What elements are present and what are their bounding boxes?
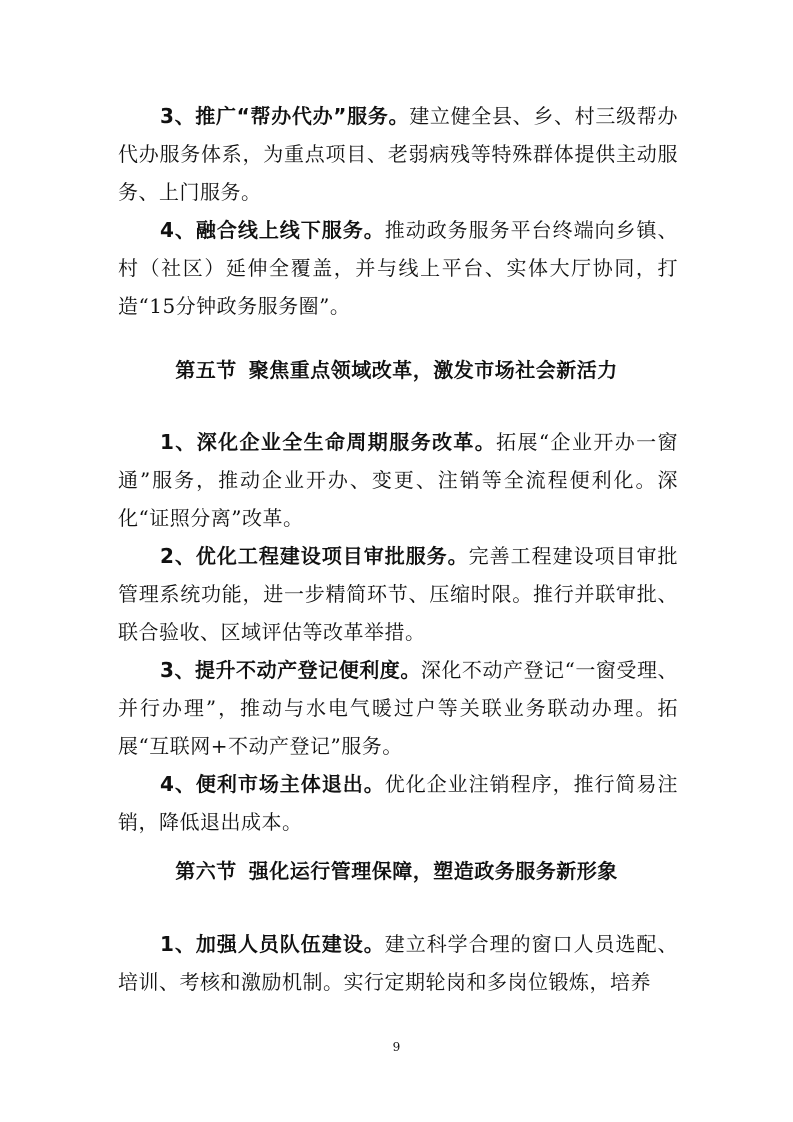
item-text: 优化企业注销程序，推行简易注销，降低退出成本。 — [118, 772, 679, 834]
paragraph-item — [118, 423, 678, 537]
item-lead: 2、优化工程建设项目审批服务。 — [160, 544, 469, 568]
item-text: 建立科学合理的窗口人员选配、培训、考核和激励机制。实行定期轮岗和多岗位锻炼，培养 — [118, 932, 679, 994]
item-text: 拓展“企业开办一窗通”服务，推动企业开办、变更、注销等全流程便利化。深化“证照分离”改革。 — [118, 430, 678, 530]
page-number: 9 — [392, 1040, 401, 1054]
section-heading — [0, 856, 793, 886]
item-text: 推动政务服务平台终端向乡镇、村（社区）延伸全覆盖，并与线上平台、实体大厅协同，打造“15分钟政务服务圈”。 — [118, 218, 679, 318]
heading-title: 强化运行管理保障，塑造政务服务新形象 — [248, 859, 618, 883]
paragraph-item — [118, 211, 678, 325]
item-lead: 4、融合线上线下服务。 — [160, 218, 385, 242]
paragraph-item — [118, 925, 678, 1001]
section-heading — [0, 355, 793, 385]
item-lead: 3、推广“帮办代办”服务。 — [160, 104, 410, 128]
heading-number: 第五节 — [175, 358, 237, 382]
heading-number: 第六节 — [175, 859, 237, 883]
paragraph-item — [118, 97, 678, 211]
item-text: 深化不动产登记“一窗受理、并行办理”，推动与水电气暖过户等关联业务联动办理。拓展“互联网+不动产登记”服务。 — [118, 658, 678, 758]
item-lead: 1、加强人员队伍建设。 — [160, 932, 385, 956]
item-lead: 3、提升不动产登记便利度。 — [160, 658, 421, 682]
item-lead: 1、深化企业全生命周期服务改革。 — [160, 430, 497, 454]
paragraph-item — [118, 765, 678, 841]
heading-title: 聚焦重点领域改革，激发市场社会新活力 — [248, 358, 618, 382]
paragraph-item — [118, 537, 678, 651]
item-text: 完善工程建设项目审批管理系统功能，进一步精简环节、压缩时限。推行并联审批、联合验收、区域评估等改革举措。 — [118, 544, 678, 644]
paragraph-item — [118, 651, 678, 765]
item-text: 建立健全县、乡、村三级帮办代办服务体系，为重点项目、老弱病残等特殊群体提供主动服务、上门服务。 — [118, 104, 678, 204]
item-lead: 4、便利市场主体退出。 — [160, 772, 385, 796]
